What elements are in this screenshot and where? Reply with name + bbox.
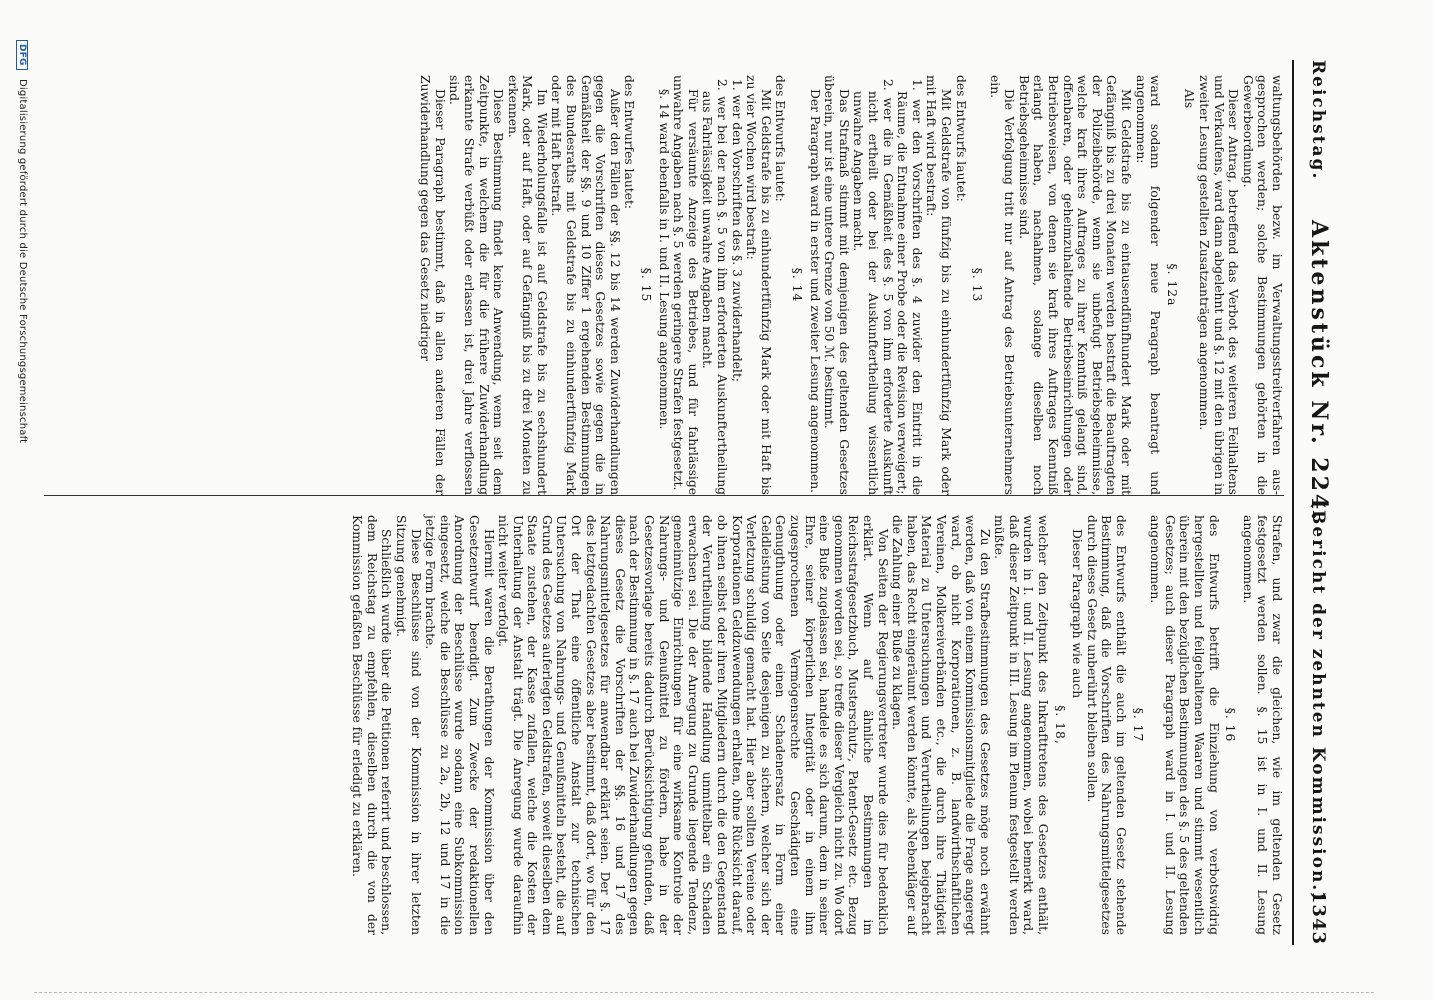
list-item: 2. wer bei der nach §. 5 von ihm erforderten Auskunftertheilung aus Fahrlässigkeit unwahre Angaben macht. (700, 79, 730, 495)
right-column (350, 515, 1284, 935)
paragraph: Außer den Fällen der §§. 12 bis 14 werden Zuwiderhandlungen gegen die Vorschriften dieses Gesetzes sowie gegen die in Gemäßheit der §§. 9 und 10 Ziffer 1 ergehenden Bestimmungen des Bundesraths mit Geldstrafe bis zu einhundertfünfzig Mark oder mit Haft bestraft. (549, 75, 622, 495)
paragraph: §. 14 ward ebenfalls in I. und II. Lesung angenommen. (656, 89, 671, 430)
paragraph: waltungsbehörden bezw. im Verwaltungsstreitverfahren aus-gesprochen werden; solche Bestimmungen gehörten in die Gewerbeordnung. (1240, 75, 1284, 495)
paragraph: des Entwurfs lautet: (953, 75, 968, 202)
paragraph: des Entwurfes lautet: (622, 75, 637, 210)
section-heading: §. 18, (1052, 705, 1067, 745)
left-column (418, 75, 1284, 495)
page-number: 1343 (1308, 890, 1329, 945)
list-item: 2. wer die in Gemäßheit des §. 5 von ihm erforderte Auskunft nicht ertheilt oder bei der Auskunftertheilung wissentlich unwahre Angaben macht. (851, 79, 895, 495)
section-heading: §. 12a (1164, 263, 1179, 307)
column-divider (44, 495, 1284, 496)
header-document-number: Aktenstück Nr. 224. (1306, 220, 1332, 523)
header-reichstag: Reichstag. (1308, 60, 1328, 181)
paragraph: des Entwurfs lautet: (773, 75, 788, 202)
paragraph: Dieser Paragraph bestimmt, daß in allen anderen Fällen der Zuwiderhandlung gegen das Gesetz niedriger (418, 75, 447, 495)
paragraph: Diese Beschlüsse sind von der Kommission in ihrer letzten Sitzung genehmigt. (393, 515, 423, 935)
section-heading: §. 15 (639, 267, 654, 303)
paragraph: Im Wiederholungsfalle ist auf Geldstrafe bis zu sechshundert Mark, oder auf Haft, oder auf Gefängniß bis zu drei Monaten zu erkennen. (505, 75, 549, 495)
page-header (1304, 60, 1344, 945)
digitization-footer (16, 40, 28, 960)
list-item: 1. wer den Vorschriften des §. 4 zuwider den Eintritt in die Räume, die Entnahme einer Probe oder die Revision verweigert; (895, 79, 924, 495)
sheet-edge (34, 992, 1374, 993)
paragraph: Die Verfolgung tritt nur auf Antrag des Betriebsunternehmers ein. (987, 75, 1017, 495)
paragraph: Diese Bestimmung findet keine Anwendung, wenn seit dem Zeitpunkte, in welchem die für die frühere Zuwiderhandlung erkannte Strafe verbüßt oder erlassen ist, drei Jahre verflossen sind. (447, 75, 506, 495)
paragraph: Der Paragraph ward in erster und zweiter Lesung angenommen. (807, 89, 822, 494)
paragraph: Dieser Antrag, betreffend das Verbot des weiteren Feilhaltens und Verkaufens, ward dann abgelehnt und §. 12 mit den übrigen in zweiter Lesung gestellten Zusatzanträgen angenommen. (1197, 75, 1241, 495)
section-heading: §. 16 (1223, 707, 1238, 743)
header-rule (1292, 60, 1294, 945)
paragraph: Mit Geldstrafe bis zu eintausendfünfhundert Mark oder mit Gefängniß bis zu drei Monaten werden bestraft die Beauftragten der Polizeibehörde, wenn sie unbefugt Betriebsgeheimnisse, welche kraft ihres Auftrages zu ihrer Kenntniß gelangt sind, offenbaren, oder geheimzuhaltende Betriebseinrichtungen oder Betriebsweisen, von denen sie kraft ihres Auftrages Kenntniß erlangt haben, nachahmen, solange dieselben noch Betriebsgeheimnisse sind. (1016, 75, 1134, 495)
paragraph: welcher den Zeitpunkt des Inkrafttretens des Gesetzes enthält, wurden in I. und II. Lesung angenommen, wobei bemerkt ward, daß dieser Zeitpunkt in III. Lesung im Plenum festgestellt werden müßte. (992, 515, 1051, 935)
list-item: 1. wer den Vorschriften des §. 3 zuwiderhandelt; (729, 79, 744, 383)
paragraph: Das Strafmaß stimmt mit demjenigen des geltenden Gesetzes überein, nur ist eine untere Grenze von 50 ℳ. bestimmt. (822, 75, 851, 495)
paragraph: Strafen, und zwar die gleichen, wie im geltenden Gesetz festgesetzt werden sollen. §. 15 ist in I. und II. Lesung angenommen. (1240, 515, 1284, 935)
paragraph: Hiermit waren die Berathungen der Kommission über den Gesetzentwurf beendigt. Zum Zwecke der redaktionellen Anordnung der Beschlüsse wurde sodann eine Subkommission eingesetzt, welche die Beschlüsse zu 2a, 2b, 12 und 17 in die jetzige Form brachte. (423, 515, 496, 935)
footer-text: Digitalisierung gefördert durch die Deutsche Forschungsgemeinschaft (17, 79, 28, 444)
paragraph: Schließlich wurde über die Petitionen referirt und beschlossen, dem Reichstag zu empfehlen, dieselben durch die von der Kommission gefaßten Beschlüsse für erledigt zu erklären. (350, 515, 394, 935)
paragraph: ward sodann folgender neue Paragraph beantragt und angenommen: (1133, 75, 1163, 495)
header-subtitle: (Bericht der zehnten Kommission.) (1308, 500, 1328, 903)
paragraph: Als (1182, 89, 1197, 109)
section-heading: §. 17 (1130, 707, 1145, 743)
section-heading: §. 14 (790, 267, 804, 303)
paragraph: Dieser Paragraph wie auch (1070, 529, 1085, 699)
paragraph: des Entwurfs enthält die auch im geltenden Gesetz stehende Bestimmung, daß die Vorschriften des Nahrungsmittelgesetzes durch dieses Gesetz unberührt bleiben sollen. (1084, 515, 1129, 935)
paragraph: Für versäumte Anzeige des Betriebes, und für fahrlässige unwahre Angaben nach §. 5 werden geringere Strafen festgesetzt. (671, 75, 700, 495)
paragraph: Mit Geldstrafe bis zu einhundertfünfzig Mark oder mit Haft bis zu vier Wochen wird bestraft: (744, 75, 773, 495)
dfg-logo: DFG (16, 40, 28, 70)
paragraph: Von Seiten der Regierungsvertreter wurde dies für bedenklich erklärt. Wenn auf ähnliche Bestimmungen im Reichsstrafgesetzbuch, Musterschutz-, Patent-Gesetz etc. Bezug genommen worden sei, so treffe dieser Vergleich nicht zu. Wo dort eine Buße zugelassen sei, handele es sich darum, dem in seiner Ehre, seiner körperlichen Integrität oder in einem ihm zugesprochenen Vermögensrechte Geschädigten eine Genugthuung oder einen Schadenersatz in Form einer Geldleistung von Seite desjenigen zu sichern, welcher sich der Verletzung schuldig gemacht hat. Hier aber sollten Vereine oder Korporationen Geldzuwendungen erhalten, ohne Rücksicht darauf, ob ihnen selbst oder ihren Mitgliedern durch die den Gegenstand der Verurtheilung bildende Handlung unmittelbar ein Schaden erwachsen sei. Die der Anregung zu Grunde liegende Tendenz, gemeinnützige Einrichtungen für eine wirksame Kontrole der Nahrungs- und Genußmittel zu fördern, habe in der Gesetzesvorlage bereits dadurch Berücksichtigung gefunden, daß nach der Bestimmung in §. 17 auch bei Zuwiderhandlungen gegen dieses Gesetz die Vorschriften der §§. 16 und 17 des Nahrungsmittelgesetzes für anwendbar erklärt seien. Der §. 17 des letztgedachten Gesetzes aber bestimmt, daß dort, wo für den Ort der That eine öffentliche Anstalt zur technischen Untersuchung von Nahrungs- und Genußmitteln besteht, die auf Grund des Gesetzes auferlegten Geldstrafen, soweit dieselben dem Staate zustehen, der Kasse zufallen, welche die Kosten der Unterhaltung der Anstalt trägt. Die Anregung wurde daraufhin nicht weiter verfolgt. (496, 515, 890, 936)
paragraph: Mit Geldstrafe von fünfzig bis zu einhundertfünfzig Mark oder mit Haft wird bestraft: (924, 75, 953, 495)
section-heading: §. 13 (970, 267, 985, 303)
paragraph: Zu den Strafbestimmungen des Gesetzes möge noch erwähnt werden, daß von einem Kommissionsmitgliede die Frage angeregt ward, ob nicht Korporationen, z. B. landwirthschaftlichen Vereinen, Molkereiverbänden etc., die durch ihre Thätigkeit Material zu Untersuchungen und Verurtheilungen beigebracht haben, das Recht eingeräumt werden könnte, als Nebenkläger auf die Zahlung einer Buße zu klagen. (890, 515, 992, 935)
paragraph: des Entwurfs betrifft die Einziehung von verbotswidrig hergestellten und feilgehaltenen Waaren und stimmt wesentlich überein mit den bezüglichen Bestimmungen des §. 5 des geltenden Gesetzes; auch dieser Paragraph ward in I. und II. Lesung angenommen. (1148, 515, 1221, 935)
